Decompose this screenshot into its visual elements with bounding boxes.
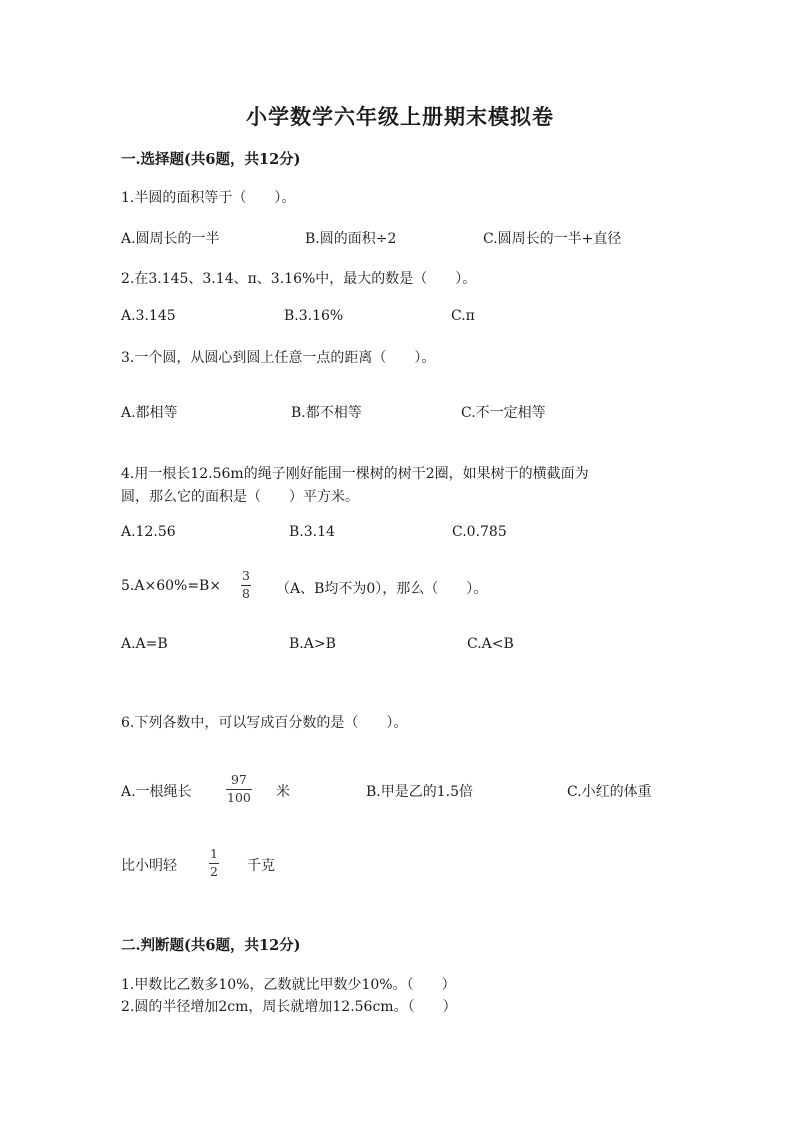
question-1-option-a: A.圆周长的一半 xyxy=(121,231,220,247)
fraction-three-eighths xyxy=(241,570,251,600)
question-4-option-c: C.0.785 xyxy=(452,524,507,540)
question-6-option-a-post: 米 xyxy=(276,784,290,800)
fraction-numerator: 1 xyxy=(210,846,218,861)
question-4-stem-line2: 圆，那么它的面积是（ ）平方米。 xyxy=(121,489,359,505)
fraction-numerator: 3 xyxy=(242,568,250,583)
question-3-option-a: A.都相等 xyxy=(121,405,178,421)
question-6-option-a-pre: A.一根绳长 xyxy=(121,784,192,800)
section-heading-choice: 一.选择题(共6题，共12分) xyxy=(121,151,301,168)
fraction-denominator: 8 xyxy=(242,585,250,601)
question-1-option-c: C.圆周长的一半+直径 xyxy=(483,231,622,247)
question-2-option-b: B.3.16% xyxy=(284,308,344,324)
question-6-option-b: B.甲是乙的1.5倍 xyxy=(366,784,474,800)
question-1-stem: 1.半圆的面积等于（ ）。 xyxy=(121,190,296,206)
question-6-stem: 6.下列各数中，可以写成百分数的是（ ）。 xyxy=(121,715,408,731)
question-4-option-a: A.12.56 xyxy=(121,524,176,540)
question-2-stem: 2.在3.145、3.14、π、3.16%中，最大的数是（ ）。 xyxy=(121,271,477,287)
fraction-97-over-100 xyxy=(226,774,252,804)
question-6-option-c-line2-pre: 比小明轻 xyxy=(121,858,177,874)
judgement-question-2: 2.圆的半径增加2cm，周长就增加12.56cm。（ ） xyxy=(121,999,457,1015)
section-heading-judgement: 二.判断题(共6题，共12分) xyxy=(121,937,301,954)
fraction-denominator: 100 xyxy=(227,789,251,805)
question-6-option-c-line1: C.小红的体重 xyxy=(567,784,652,800)
question-5-option-a: A.A=B xyxy=(121,636,168,652)
question-2-option-a: A.3.145 xyxy=(121,308,176,324)
question-5-stem-post: （A、B均不为0），那么（ ）。 xyxy=(276,581,488,597)
fraction-numerator: 97 xyxy=(230,772,247,787)
question-4-stem-line1: 4.用一根长12.56m的绳子刚好能围一棵树的树干2圈，如果树干的横截面为 xyxy=(121,466,589,482)
page-title: 小学数学六年级上册期末模拟卷 xyxy=(246,104,554,129)
question-5-stem-pre: 5.A×60%=B× xyxy=(121,578,222,594)
judgement-question-1: 1.甲数比乙数多10%，乙数就比甲数少10%。（ ） xyxy=(121,977,456,993)
question-1-option-b: B.圆的面积÷2 xyxy=(305,231,397,247)
question-6-option-c-line2-post: 千克 xyxy=(247,858,275,874)
question-2-option-c: C.π xyxy=(451,308,475,324)
question-4-option-b: B.3.14 xyxy=(289,524,335,540)
fraction-one-half xyxy=(209,848,219,878)
fraction-denominator: 2 xyxy=(210,863,218,879)
question-5-option-c: C.A<B xyxy=(467,636,514,652)
question-5-option-b: B.A>B xyxy=(289,636,336,652)
question-3-option-b: B.都不相等 xyxy=(291,405,362,421)
question-3-stem: 3.一个圆，从圆心到圆上任意一点的距离（ ）。 xyxy=(121,350,436,366)
question-3-option-c: C.不一定相等 xyxy=(461,405,546,421)
